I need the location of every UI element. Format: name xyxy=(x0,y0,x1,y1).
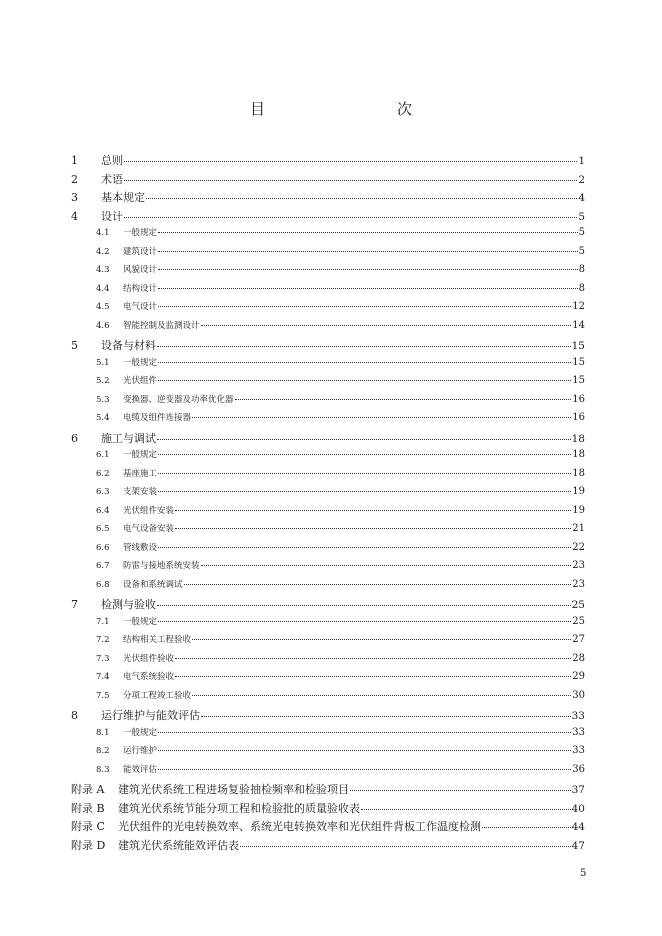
toc-section-entry xyxy=(96,504,585,516)
toc-number: 4.5 xyxy=(96,302,110,312)
toc-label: 基座施工 xyxy=(123,469,158,479)
toc-chapter-entry xyxy=(71,707,585,723)
toc-number: 4.6 xyxy=(96,321,110,331)
toc-dot-leader xyxy=(158,306,571,307)
toc-number: 6.7 xyxy=(96,561,110,571)
toc-page-number: 30 xyxy=(572,690,585,701)
toc-number: 6.1 xyxy=(96,450,110,460)
toc-page-number: 19 xyxy=(572,486,585,497)
toc-page-number: 25 xyxy=(572,616,585,627)
toc-number: 1 xyxy=(71,154,78,167)
toc-number: 8.1 xyxy=(96,728,110,738)
toc-label: 一般规定 xyxy=(123,617,158,627)
toc-number: 3 xyxy=(71,191,78,204)
toc-section-entry xyxy=(96,411,585,423)
toc-dot-leader xyxy=(158,288,578,289)
toc-page-number: 37 xyxy=(571,784,585,796)
toc-label: 智能控制及监测设计 xyxy=(123,321,200,331)
toc-section-entry xyxy=(96,559,585,571)
toc-section-entry xyxy=(96,689,585,701)
toc-label: 电气系统验收 xyxy=(123,672,175,682)
toc-section-entry xyxy=(96,633,585,645)
toc-section-entry xyxy=(96,652,585,664)
toc-chapter-entry xyxy=(71,430,585,446)
toc-section-entry xyxy=(96,300,585,312)
toc-chapter-entry xyxy=(71,208,585,224)
toc-dot-leader xyxy=(158,362,571,363)
toc-page-number: 44 xyxy=(571,821,585,833)
toc-page-number: 33 xyxy=(572,745,585,756)
toc-page-number: 21 xyxy=(572,523,585,534)
toc-dot-leader xyxy=(192,695,571,696)
toc-dot-leader xyxy=(175,658,571,659)
toc-label: 变换器、逆变器及功率优化器 xyxy=(123,395,234,405)
toc-label: 一般规定 xyxy=(123,450,158,460)
toc-label: 术语 xyxy=(101,173,123,186)
toc-appendix-entry xyxy=(71,837,585,853)
toc-section-entry xyxy=(96,467,585,479)
toc-number: 4.2 xyxy=(96,247,110,257)
toc-page-number: 5 xyxy=(578,211,585,223)
toc-number: 附录 B xyxy=(71,802,105,815)
toc-label: 电气设备安装 xyxy=(123,524,175,534)
toc-dot-leader xyxy=(192,417,571,418)
toc-label: 一般规定 xyxy=(123,228,158,238)
toc-page-number: 40 xyxy=(571,803,585,815)
toc-dot-leader xyxy=(158,232,578,233)
toc-number: 6 xyxy=(71,432,78,445)
toc-section-entry xyxy=(96,374,585,386)
toc-dot-leader xyxy=(158,547,571,548)
toc-dot-leader xyxy=(158,380,571,381)
toc-number: 8.3 xyxy=(96,765,110,775)
toc-label: 结构设计 xyxy=(123,284,158,294)
toc-section-entry xyxy=(96,393,585,405)
toc-page-number: 2 xyxy=(578,174,585,186)
toc-label: 建筑设计 xyxy=(123,247,158,257)
toc-dot-leader xyxy=(184,584,572,585)
toc-page-number: 25 xyxy=(571,599,585,611)
toc-dot-leader xyxy=(158,251,578,252)
toc-number: 6.2 xyxy=(96,469,110,479)
toc-label: 建筑光伏系统节能分项工程和检验批的质量验收表 xyxy=(118,802,360,815)
toc-number: 5.2 xyxy=(96,376,110,386)
toc-label: 能效评估 xyxy=(123,765,158,775)
toc-chapter-entry xyxy=(71,152,585,168)
toc-section-entry xyxy=(96,670,585,682)
toc-page-number: 4 xyxy=(578,192,585,204)
toc-page-number: 27 xyxy=(572,634,585,645)
toc-section-entry xyxy=(96,485,585,497)
toc-dot-leader xyxy=(482,827,571,828)
toc-number: 8 xyxy=(71,709,78,722)
toc-section-entry xyxy=(96,541,585,553)
toc-page-number: 16 xyxy=(572,394,585,405)
toc-page-number: 8 xyxy=(578,283,585,294)
toc-label: 结构相关工程验收 xyxy=(123,635,192,645)
toc-page-number: 18 xyxy=(572,468,585,479)
toc-section-entry xyxy=(96,319,585,331)
toc-label: 支架安装 xyxy=(123,487,158,497)
toc-number: 8.2 xyxy=(96,746,110,756)
toc-dot-leader xyxy=(124,161,577,162)
toc-dot-leader xyxy=(175,676,571,677)
toc-dot-leader xyxy=(158,750,571,751)
toc-label: 电气设计 xyxy=(123,302,158,312)
toc-page-number: 33 xyxy=(571,710,585,722)
toc-label: 施工与调试 xyxy=(101,432,156,445)
toc-number: 7.5 xyxy=(96,691,110,701)
toc-number: 6.4 xyxy=(96,506,110,516)
toc-dot-leader xyxy=(175,528,571,529)
toc-number: 7.1 xyxy=(96,617,110,627)
toc-number: 6.5 xyxy=(96,524,110,534)
toc-dot-leader xyxy=(146,198,577,199)
toc-dot-leader xyxy=(361,809,571,810)
toc-number: 5.1 xyxy=(96,358,110,368)
toc-number: 5.3 xyxy=(96,395,110,405)
toc-label: 基本规定 xyxy=(101,191,145,204)
toc-number: 2 xyxy=(71,173,78,186)
toc-dot-leader xyxy=(158,473,571,474)
toc-section-entry xyxy=(96,245,585,257)
toc-label: 光伏组件的光电转换效率、系统光电转换效率和光伏组件背板工作温度检测 xyxy=(118,820,481,833)
toc-page-number: 15 xyxy=(571,340,585,352)
toc-page-number: 16 xyxy=(572,412,585,423)
toc-page-number: 47 xyxy=(571,840,585,852)
toc-page-number: 12 xyxy=(572,301,585,312)
toc-dot-leader xyxy=(175,510,571,511)
toc-number: 6.6 xyxy=(96,543,110,553)
toc-chapter-entry xyxy=(71,596,585,612)
toc-page-number: 23 xyxy=(572,560,585,571)
toc-number: 4 xyxy=(71,210,78,223)
toc-label: 电缆及组件连接器 xyxy=(123,413,192,423)
toc-number: 附录 D xyxy=(71,839,106,852)
toc-label: 设计 xyxy=(101,210,123,223)
toc-dot-leader xyxy=(158,621,571,622)
toc-number: 6.8 xyxy=(96,580,110,590)
toc-label: 总则 xyxy=(101,154,123,167)
toc-section-entry xyxy=(96,448,585,460)
toc-dot-leader xyxy=(201,565,572,566)
toc-number: 7 xyxy=(71,598,78,611)
toc-dot-leader xyxy=(158,769,571,770)
toc-chapter-entry xyxy=(71,189,585,205)
toc-dot-leader xyxy=(157,439,571,440)
toc-section-entry xyxy=(96,356,585,368)
toc-page-number: 15 xyxy=(572,357,585,368)
toc-section-entry xyxy=(96,226,585,238)
toc-chapter-entry xyxy=(71,337,585,353)
toc-section-entry xyxy=(96,263,585,275)
toc-page-number: 5 xyxy=(578,227,585,238)
toc-appendix-entry xyxy=(71,818,585,834)
toc-dot-leader xyxy=(201,716,571,717)
toc-dot-leader xyxy=(158,454,571,455)
toc-section-entry xyxy=(96,522,585,534)
toc-label: 一般规定 xyxy=(123,728,158,738)
toc-dot-leader xyxy=(201,325,572,326)
toc-dot-leader xyxy=(158,732,571,733)
toc-number: 4.4 xyxy=(96,284,110,294)
toc-page-number: 5 xyxy=(578,246,585,257)
toc-section-entry xyxy=(96,282,585,294)
toc-label: 运行维护与能效评估 xyxy=(101,709,200,722)
toc-title: 目 次 xyxy=(249,100,446,118)
toc-dot-leader xyxy=(157,346,571,347)
toc-number: 6.3 xyxy=(96,487,110,497)
toc-number: 5 xyxy=(71,339,78,352)
toc-page-number: 15 xyxy=(572,375,585,386)
toc-page-number: 14 xyxy=(572,320,585,331)
toc-dot-leader xyxy=(350,790,571,791)
toc-number: 4.3 xyxy=(96,265,110,275)
toc-dot-leader xyxy=(124,217,577,218)
toc-number: 7.4 xyxy=(96,672,110,682)
toc-label: 建筑光伏系统工程进场复验抽检频率和检验项目 xyxy=(118,783,349,796)
toc-number: 5.4 xyxy=(96,413,110,423)
toc-dot-leader xyxy=(192,639,571,640)
toc-page-number: 19 xyxy=(572,505,585,516)
toc-label: 设备与材料 xyxy=(101,339,156,352)
toc-number: 7.2 xyxy=(96,635,110,645)
toc-label: 检测与验收 xyxy=(101,598,156,611)
toc-number: 附录 C xyxy=(71,820,105,833)
toc-dot-leader xyxy=(157,605,571,606)
toc-page-number: 22 xyxy=(572,542,585,553)
toc-label: 一般规定 xyxy=(123,358,158,368)
toc-label: 建筑光伏系统能效评估表 xyxy=(118,839,239,852)
toc-page-number: 28 xyxy=(572,653,585,664)
toc-page-number: 18 xyxy=(572,449,585,460)
page-number: 5 xyxy=(580,868,587,879)
toc-page-number: 8 xyxy=(578,264,585,275)
toc-label: 防雷与接地系统安装 xyxy=(123,561,200,571)
toc-dot-leader xyxy=(240,846,571,847)
toc-page-number: 33 xyxy=(572,727,585,738)
toc-page-number: 36 xyxy=(572,764,585,775)
toc-section-entry xyxy=(96,578,585,590)
toc-section-entry xyxy=(96,763,585,775)
toc-label: 光伏组件安装 xyxy=(123,506,175,516)
toc-label: 光伏组件 xyxy=(123,376,158,386)
toc-section-entry xyxy=(96,744,585,756)
toc-appendix-entry xyxy=(71,781,585,797)
toc-number: 附录 A xyxy=(71,783,105,796)
toc-page-number: 29 xyxy=(572,671,585,682)
toc-number: 4.1 xyxy=(96,228,110,238)
toc-dot-leader xyxy=(158,491,571,492)
toc-label: 设备和系统调试 xyxy=(123,580,183,590)
toc-section-entry xyxy=(96,615,585,627)
toc-label: 管线敷设 xyxy=(123,543,158,553)
toc-number: 7.3 xyxy=(96,654,110,664)
toc-dot-leader xyxy=(158,269,578,270)
toc-chapter-entry xyxy=(71,171,585,187)
toc-label: 分项工程竣工验收 xyxy=(123,691,192,701)
toc-page-number: 23 xyxy=(572,579,585,590)
toc-page-number: 18 xyxy=(571,433,585,445)
toc-appendix-entry xyxy=(71,800,585,816)
toc-dot-leader xyxy=(235,399,572,400)
toc-page-number: 1 xyxy=(578,155,585,167)
toc-label: 风貌设计 xyxy=(123,265,158,275)
toc-section-entry xyxy=(96,726,585,738)
toc-dot-leader xyxy=(124,180,577,181)
toc-label: 运行维护 xyxy=(123,746,158,756)
toc-label: 光伏组件验收 xyxy=(123,654,175,664)
